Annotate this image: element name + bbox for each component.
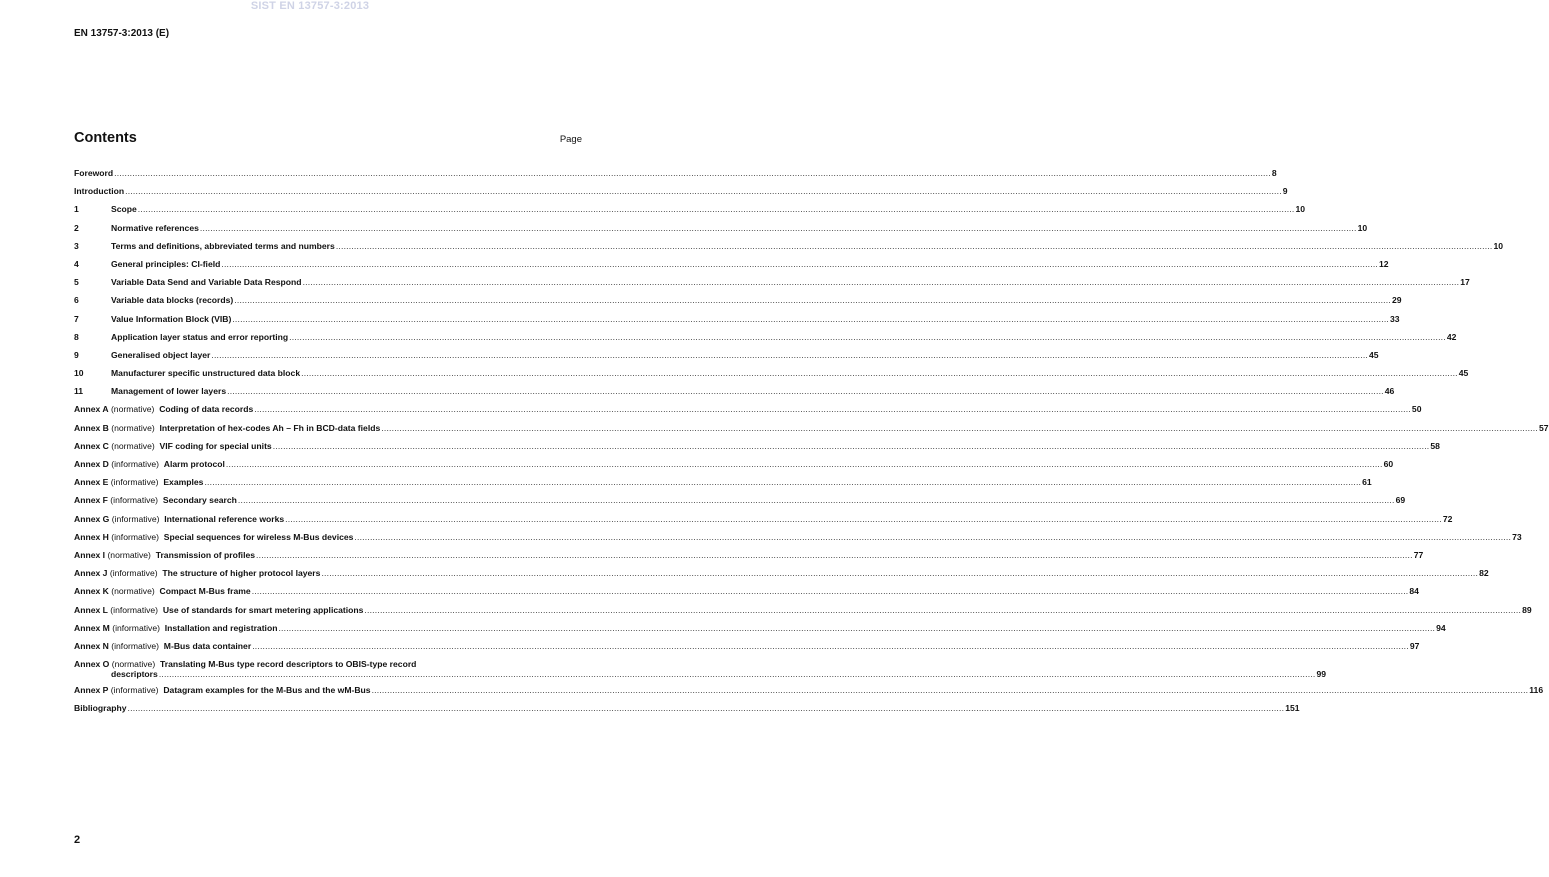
toc-entry-page: 10 [1357,222,1368,233]
toc-entry-annex[interactable] [74,440,1440,459]
toc-entry-page: 61 [1362,477,1372,488]
toc-entry-annex[interactable] [74,659,1327,685]
toc-entry-clause[interactable] [74,295,1402,313]
toc-entry-title: Normative references [111,222,199,233]
annex-title: Compact M-Bus frame [159,586,251,597]
annex-kind: (informative) [110,477,159,488]
toc-entry-number: 2 [74,222,79,233]
toc-entry-page: 45 [1369,349,1379,360]
toc-entry-clause[interactable] [74,349,1379,368]
toc-leader-dots [301,368,1458,378]
toc-entry-title: Management of lower layers [111,386,227,397]
annex-kind: (normative) [111,440,155,451]
toc-entry-number: 6 [74,295,79,306]
toc-leader-dots [159,669,1316,679]
toc-entry-annex[interactable] [74,685,1544,703]
watermark: SIST EN 13757-3:2013 [250,0,370,12]
toc-entry-annex[interactable] [74,477,1372,495]
annex-title: The structure of higher protocol layers [162,568,321,579]
annex-label: Annex D [74,459,109,469]
toc-entry-page: 84 [1409,586,1419,597]
toc-leader-dots [256,550,1413,560]
annex-title: Transmission of profiles [155,549,256,560]
toc-entry-page: 33 [1390,313,1400,324]
toc-entry-page: 42 [1446,331,1457,342]
annex-title-continued: descriptors [111,669,158,680]
annex-kind: (informative) [110,495,159,506]
annex-title: Special sequences for wireless M-Bus devices [163,531,354,542]
toc-entry-page: 45 [1458,368,1469,379]
annex-label: Annex B [74,422,109,433]
toc-leader-dots [273,441,1430,451]
toc-leader-dots [238,495,1395,505]
toc-entry-page: 57 [1538,422,1549,433]
toc-leader-dots [204,477,1361,487]
annex-label: Annex O [74,659,110,670]
toc-leader-dots [211,350,1368,360]
toc-leader-dots [221,259,1378,269]
toc-entry-annex[interactable] [74,604,1532,623]
toc-leader-dots [321,568,1478,578]
toc-entry-page: 89 [1522,604,1532,615]
toc-entry-number: 11 [74,386,84,397]
annex-label: Annex G [74,513,110,524]
toc-leader-dots [234,295,1391,305]
toc-entry-title: Variable Data Send and Variable Data Respond [111,277,302,288]
toc-entry-annex[interactable] [74,568,1489,586]
toc-entry-number: 7 [74,313,79,324]
toc-entry-number: 4 [74,258,79,269]
toc-leader-dots [200,223,1357,233]
toc-leader-dots [372,685,1529,695]
annex-title: VIF coding for special units [159,440,272,451]
contents-heading: Contents [74,130,137,146]
annex-label: Annex K [74,586,109,597]
toc-entry-title: Bibliography [74,703,127,714]
toc-entry-page: 8 [1271,168,1277,178]
toc-leader-dots [254,404,1411,414]
annex-label: Annex C [74,440,109,451]
toc-entry-page: 10 [1493,240,1504,251]
toc-entry-page: 46 [1384,386,1395,397]
annex-label: Annex L [74,604,108,615]
annex-title: Use of standards for smart metering applications [162,604,364,615]
toc-entry-page: 58 [1430,440,1440,451]
toc-entry-annex[interactable] [74,586,1419,604]
toc-entry-number: 10 [74,368,84,379]
toc-leader-dots [232,314,1389,324]
toc-leader-dots [128,703,1285,713]
toc-entry-title: Terms and definitions, abbreviated terms and numbers [111,240,335,251]
toc-entry-title: Variable data blocks (records) [111,295,234,306]
toc-entry-page: 72 [1442,513,1453,524]
toc-entry-page: 99 [1316,669,1327,680]
toc-entry-annex[interactable] [74,640,1420,659]
page-column-label: Page [559,134,582,145]
toc-entry-clause[interactable] [74,204,1306,222]
annex-kind: (normative) [107,549,151,560]
annex-kind: (informative) [111,459,160,469]
toc-entry-number: 5 [74,277,79,288]
annex-kind: (informative) [111,513,160,524]
toc-entry-clause[interactable] [74,368,1469,386]
toc-entry-annex[interactable] [74,404,1422,422]
toc-leader-dots [125,186,1282,196]
annex-kind: (informative) [111,531,160,542]
annex-label: Annex J [74,568,108,579]
toc-entry-introduction[interactable] [74,186,1288,204]
annex-title: Translating M-Bus type record descriptors to OBIS-type record [159,659,417,670]
toc-entry-page: 29 [1391,295,1402,306]
annex-kind: (normative) [110,404,155,415]
toc-leader-dots [303,277,1460,287]
annex-kind: (informative) [111,640,160,651]
annex-title: Datagram examples for the M-Bus and the wM-Bus [163,685,371,696]
toc-entry-number: 8 [74,331,79,342]
toc-entry-page: 94 [1436,622,1446,633]
annex-label: Annex E [74,477,109,488]
toc-entry-clause[interactable] [74,331,1457,350]
toc-leader-dots [252,641,1409,651]
page-number: 2 [74,834,81,846]
annex-label: Annex A [74,404,109,415]
annex-kind: (normative) [111,659,156,670]
toc-entry-page: 77 [1413,549,1424,560]
toc-leader-dots [227,386,1384,396]
toc-entry-annex[interactable] [74,622,1446,641]
annex-label: Annex F [74,495,108,506]
document-id: EN 13757-3:2013 (E) [74,28,170,39]
toc-entry-title: Value Information Block (VIB) [111,313,232,324]
toc-entry-title: General principles: CI-field [111,258,221,269]
toc-entry-bibliography[interactable] [74,703,1300,721]
toc-entry-title: Generalised object layer [111,349,211,360]
toc-entry-page: 151 [1285,703,1300,714]
toc-entry-foreword[interactable] [74,168,1277,186]
toc-entry-annex[interactable] [74,495,1406,513]
toc-leader-dots [364,605,1521,615]
annex-kind: (informative) [112,622,160,633]
toc-entry-clause[interactable] [74,386,1395,404]
annex-label: Annex N [74,640,109,651]
toc-entry-clause[interactable] [74,313,1400,332]
annex-title: Secondary search [162,495,237,506]
toc-leader-dots [354,532,1511,542]
toc-entry-annex[interactable] [74,531,1522,550]
annex-title: Installation and registration [164,622,278,633]
toc-leader-dots [138,204,1295,214]
toc-entry-title: Manufacturer specific unstructured data block [111,368,301,379]
toc-entry-clause[interactable] [74,258,1389,277]
toc-entry-title: Scope [111,204,137,215]
annex-title: M-Bus data container [163,640,252,651]
toc-entry-clause[interactable] [74,240,1504,259]
toc-entry-title: Foreword [74,168,114,178]
toc-entry-page: 73 [1512,531,1522,542]
toc-entry-number: 9 [74,349,79,360]
toc-leader-dots [114,168,1271,178]
toc-entry-annex[interactable] [74,459,1394,477]
toc-entry-clause[interactable] [74,222,1368,241]
toc-entry-page: 12 [1379,258,1389,269]
annex-title: Interpretation of hex-codes Ah – Fh in BCD-data fields [159,422,381,433]
annex-label: Annex I [74,549,106,560]
toc-entry-number: 1 [74,204,79,215]
annex-title: Examples [163,477,204,488]
toc-leader-dots [252,586,1409,596]
toc-entry-annex[interactable] [74,422,1549,441]
table-of-contents [74,168,1549,721]
toc-entry-page: 82 [1479,568,1489,579]
toc-entry-title: Application layer status and error reporting [111,331,289,342]
toc-leader-dots [336,241,1493,251]
annex-kind: (normative) [111,586,155,597]
toc-entry-annex[interactable] [74,513,1453,532]
annex-label: Annex P [74,685,109,696]
toc-entry-page: 10 [1295,204,1306,215]
toc-entry-page: 69 [1395,495,1406,506]
toc-entry-number: 3 [74,240,79,251]
toc-entry-clause[interactable] [74,277,1470,295]
toc-entry-page: 50 [1411,404,1422,415]
annex-title: Coding of data records [159,404,254,415]
annex-label: Annex M [74,622,110,633]
toc-entry-title: Introduction [74,186,125,197]
toc-entry-page: 17 [1460,277,1470,288]
annex-title: International reference works [164,513,285,524]
annex-title: Alarm protocol [163,459,225,469]
toc-leader-dots [278,623,1435,633]
toc-leader-dots [289,332,1446,342]
annex-kind: (informative) [110,604,159,615]
toc-leader-dots [381,423,1538,433]
toc-entry-page: 60 [1383,459,1394,469]
toc-leader-dots [285,514,1442,524]
annex-kind: (informative) [109,568,158,579]
toc-entry-page: 116 [1529,685,1544,696]
toc-entry-annex[interactable] [74,549,1424,568]
toc-leader-dots [226,459,1383,469]
annex-kind: (normative) [111,422,155,433]
annex-label: Annex H [74,531,109,542]
toc-entry-page: 97 [1409,640,1420,651]
toc-entry-page: 9 [1282,186,1288,197]
annex-kind: (informative) [110,685,159,696]
